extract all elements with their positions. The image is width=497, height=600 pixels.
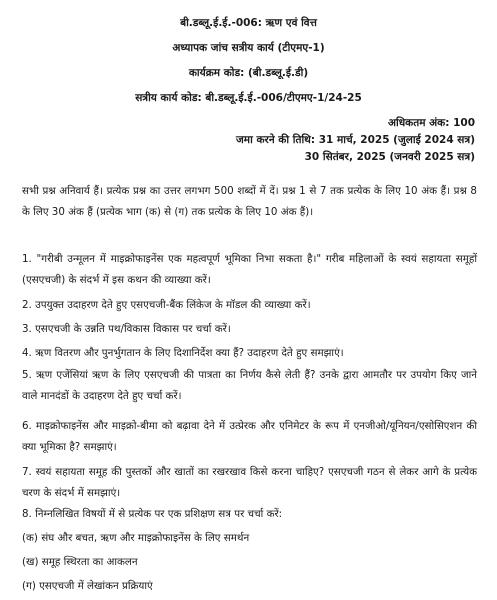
question-2: 2. उपयुक्त उदाहरण देते हुए एसएचजी-बैंक लिंकेज के मॉडल की व्याख्या करें। <box>22 299 311 311</box>
question-6: 6. माइक्रोफाइनेंस और माइक्रो-बीमा को बढ़ावा देने में उत्प्रेरक और एनिमेटर के रूप में एनजीओ/यूनियन/एसोसिएशन की क्या भूमिका है? समझाएं। <box>22 420 477 453</box>
question-8-part-b: (ख) समूह स्थिरता का आकलन <box>22 556 138 568</box>
question-5: 5. ऋण एजेंसियां ऋण के लिए एसएचजी की पात्रता का निर्णय कैसे लेती हैं? उनके द्वारा आमतौर पर उपयोग किए जाने वाले मानदंडों के उदाहरण देते हुए चर्चा करें। <box>22 369 477 402</box>
programme-code: कार्यक्रम कोड: (बी.डब्लू.ई.डी) <box>188 67 309 79</box>
due-date-july-session: जमा करने की तिथि: 31 मार्च, 2025 (जुलाई 2024 सत्र) <box>236 134 475 146</box>
question-8-part-c: (ग) एसएचजी में लेखांकन प्रक्रियाएं <box>22 580 153 592</box>
due-date-january-session: 30 सितंबर, 2025 (जनवरी 2025 सत्र) <box>304 151 475 163</box>
assignment-code: सत्रीय कार्य कोड: बी.डब्लू.ई.ई.-006/टीएमए-1/24-25 <box>135 92 362 104</box>
question-8: 8. निम्नलिखित विषयों में से प्रत्येक पर एक प्रशिक्षण सत्र पर चर्चा करें: <box>22 508 283 520</box>
course-title: बी.डब्लू.ई.ई.-006: ऋण एवं वित्त <box>180 17 317 29</box>
question-3: 3. एसएचजी के उन्नति पथ/विकास विकास पर चर्चा करें। <box>22 323 231 335</box>
question-7: 7. स्वयं सहायता समूह की पुस्तकों और खातों का रखरखाव किसे करना चाहिए? एसएचजी गठन से लेकर आगे के प्रत्येक चरण के संदर्भ में समझाएं। <box>22 466 477 499</box>
question-1: 1. "गरीबी उन्मूलन में माइक्रोफाइनेंस एक महत्वपूर्ण भूमिका निभा सकता है।" गरीब महिलाओं के स्वयं सहायता समूहों (एसएचजी) के संदर्भ में इस कथन की व्याख्या करें। <box>22 253 477 286</box>
assignment-type: अध्यापक जांच सत्रीय कार्य (टीएमए-1) <box>172 42 325 54</box>
question-8-part-a: (क) संघ और बचत, ऋण और माइक्रोफाइनेंस के लिए समर्थन <box>22 532 250 544</box>
question-4: 4. ऋण वितरण और पुनर्भुगतान के लिए दिशानिर्देश क्या हैं? उदाहरण देते हुए समझाएं। <box>22 347 344 359</box>
instructions: सभी प्रश्न अनिवार्य हैं। प्रत्येक प्रश्न का उत्तर लगभग 500 शब्दों में दें। प्रश्न 1 से 7 तक प्रत्येक के लिए 10 अंक हैं। प्रश्न 8 के लिए 30 अंक हैं (प्रत्येक भाग (क) से (ग) तक प्रत्येक के लिए 10 अंक हैं)। <box>22 185 477 218</box>
max-marks: अधिकतम अंक: 100 <box>387 117 475 129</box>
